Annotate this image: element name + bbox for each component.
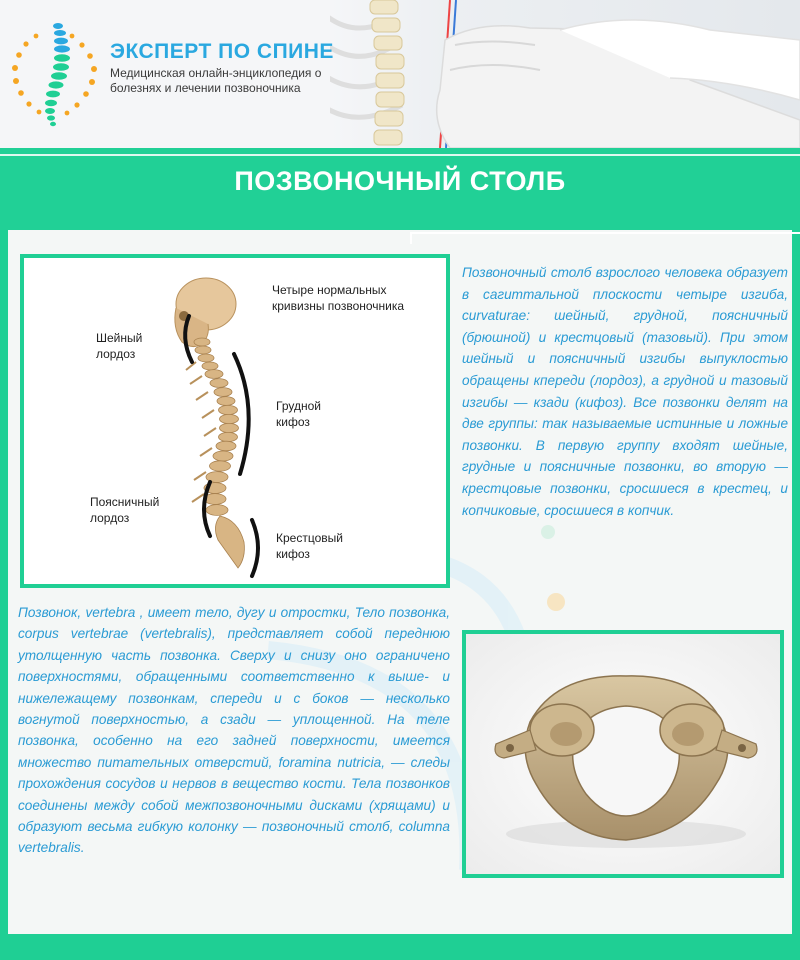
label-lumbar-lordosis: Поясничный лордоз (90, 495, 160, 525)
vertebra-photo (462, 630, 784, 878)
header-skeleton-photo (330, 0, 800, 148)
content-area (8, 230, 792, 934)
spine-curves-figure (20, 254, 450, 588)
logo-subtitle: Медицинская онлайн-энциклопедия о болезнях и лечении позвоночника (110, 66, 322, 95)
label-thoracic-kyphosis: Грудной кифоз (276, 399, 321, 429)
logo-title[interactable]: ЭКСПЕРТ ПО СПИНЕ (110, 40, 334, 63)
header (0, 0, 800, 148)
atlas-vertebra-illustration (466, 634, 780, 874)
paragraph-vertebra: Позвонок, vertebra , имеет тело, дугу и отростки, Тело позвонка, corpus vertebrae (vertebralis), представляет собой переднюю утолщенную часть позвонка. Сверху и снизу оно ограничено поверхностями, обращенными соответственно к выше- и нижележащему позвонкам, спереди и с боков — несколько вогнутой поверхностью, а сзади — уплощенной. На теле позвонка, особенно на его задней поверхности, имеется множество питательных отверстий, foramina nutricia, — следы прохождения сосудов и нервов в вещество кости. Тела позвонков соединены между собой межпозвоночными дисками (хрящами) и образуют весьма гибкую колонку — позвоночный столб, columna vertebralis. (18, 605, 450, 856)
label-cervical-lordosis: Шейный лордоз (96, 331, 143, 361)
page-title: ПОЗВОНОЧНЫЙ СТОЛБ (234, 166, 566, 196)
title-divider-bottom (410, 232, 800, 244)
logo-spine-icon (6, 18, 102, 128)
label-sacral-kyphosis: Крестцовый кифоз (276, 531, 343, 561)
label-four-curves: Четыре нормальных кривизны позвоночника (272, 283, 405, 313)
title-divider-top (0, 154, 800, 156)
paragraph-spinal-column: Позвоночный столб взрослого человека образует в сагиттальной плоскости четыре изгиба, curvaturae: шейный, грудной, поясничный (брюшной) и крестцовый (тазовый). При этом шейный и поясничный изгибы выпуклостью обращены кпереди (лордоз), а грудной и тазовый изгибы — кзади (кифоз). Все позвонки делят на две группы: так называемые истинные и ложные позвонки. В первую группу входят шейные, грудные и поясничные позвонки, во вторую — крестцовые позвонки, сросшиеся в крестец, и копчиковые, сросшиеся в копчик. (462, 265, 788, 518)
